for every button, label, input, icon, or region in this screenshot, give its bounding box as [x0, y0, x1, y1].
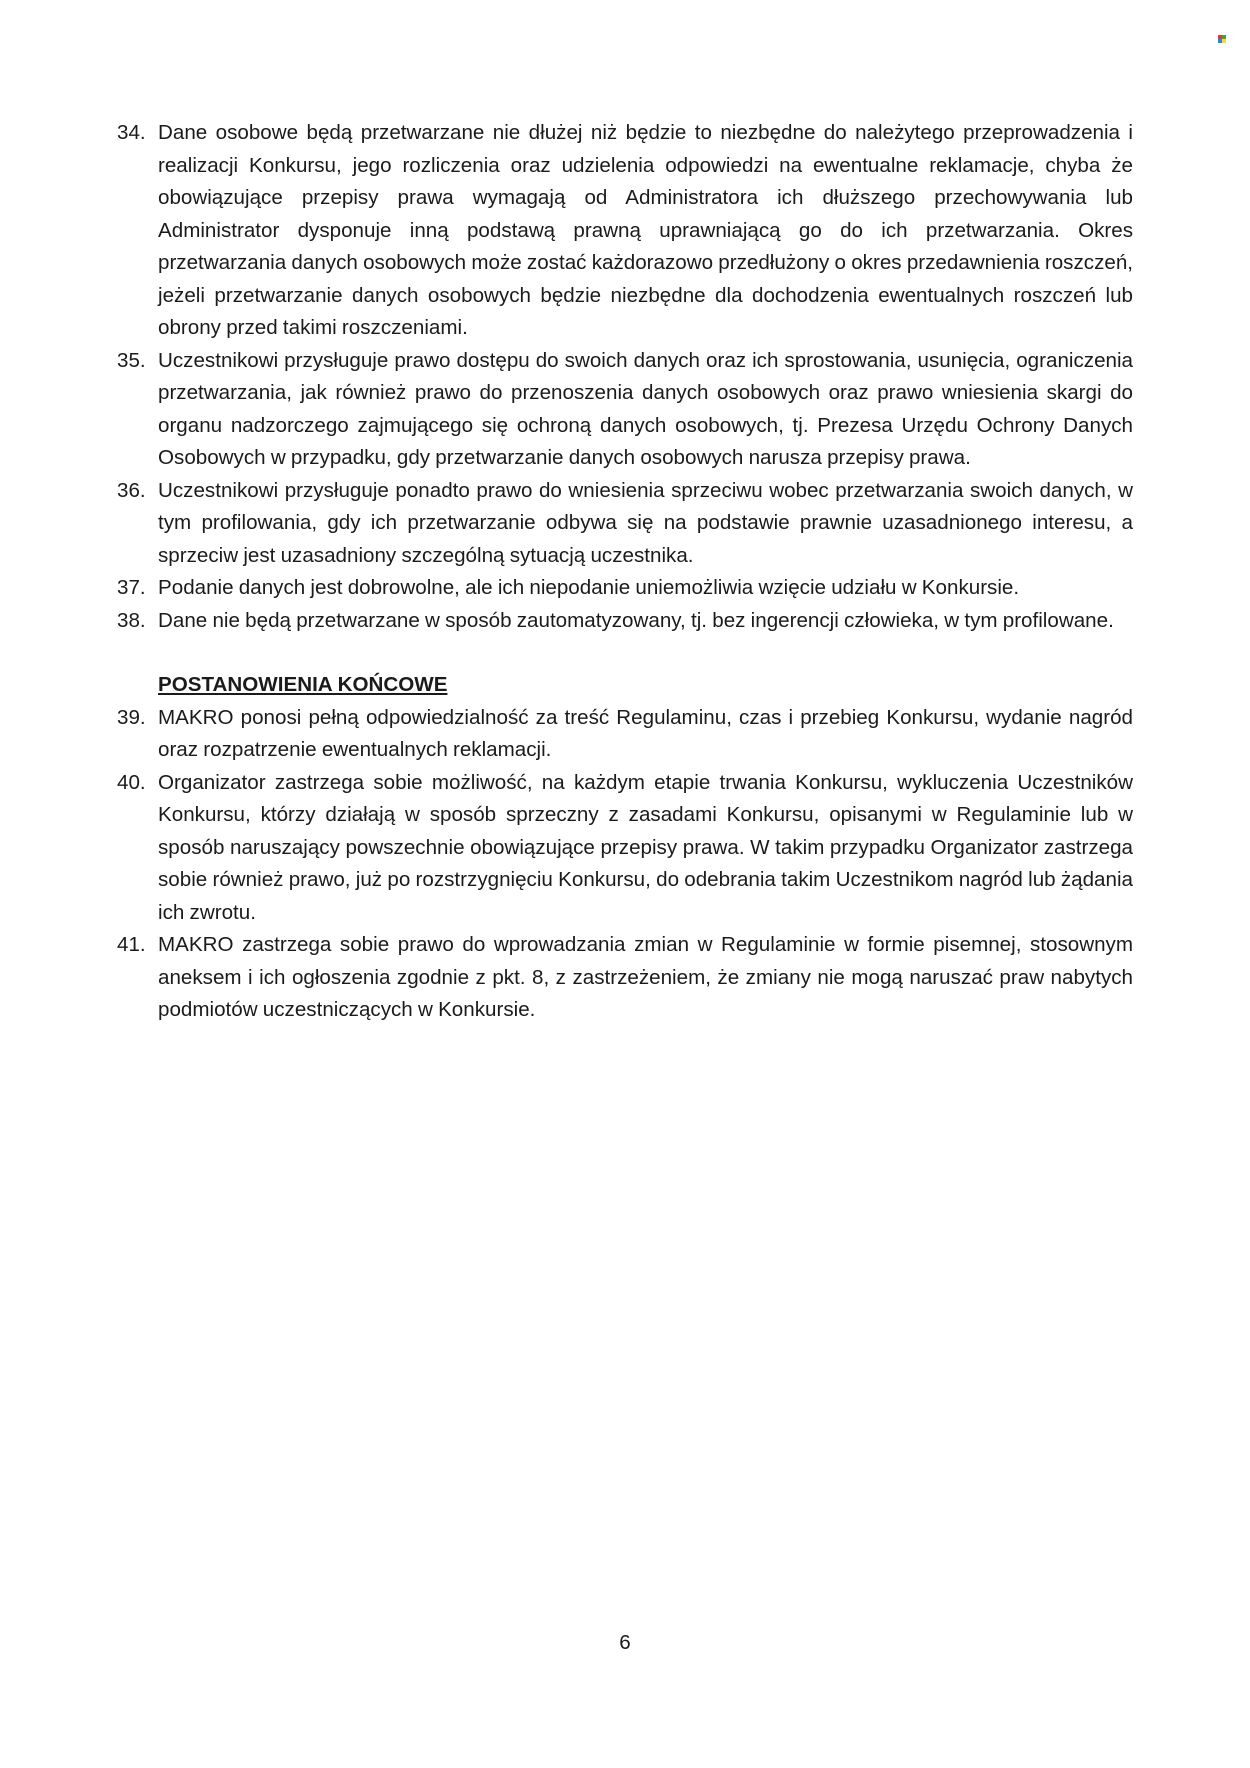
item-text: Dane osobowe będą przetwarzane nie dłużej niż będzie to niezbędne do należytego przeprowadzenia i realizacji Konkursu, jego rozliczenia oraz udzielenia odpowiedzi na ewentualne reklamacje, chyba że obowiązujące przepisy prawa wymagają od Administratora ich dłuższego przechowywania lub Administrator dysponuje inną podstawą prawną uprawniającą go do ich przetwarzania. Okres przetwarzania danych osobowych może zostać każdorazowo przedłużony o okres przedawnienia roszczeń, jeżeli przetwarzanie danych osobowych będzie niezbędne dla dochodzenia ewentualnych roszczeń lub obrony przed takimi roszczeniami.: [158, 121, 1133, 339]
item-number: 36.: [117, 478, 146, 502]
corner-color-mark: [1218, 35, 1226, 43]
document-body: [117, 117, 1133, 1027]
item-number: 40.: [117, 770, 146, 794]
section-heading: POSTANOWIENIA KOŃCOWE: [158, 673, 448, 696]
list-item-38: [117, 605, 1133, 638]
item-text: Uczestnikowi przysługuje ponadto prawo do wniesienia sprzeciwu wobec przetwarzania swoich danych, w tym profilowania, gdy ich przetwarzanie odbywa się na podstawie prawnie uzasadnionego interesu, a sprzeciw jest uzasadniony szczególną sytuacją uczestnika.: [158, 478, 1133, 567]
corner-mark-square-4: [1222, 39, 1226, 43]
item-number: 41.: [117, 933, 146, 956]
item-text: MAKRO ponosi pełną odpowiedzialność za treść Regulaminu, czas i przebieg Konkursu, wydanie nagród oraz rozpatrzenie ewentualnych reklamacji.: [158, 705, 1133, 761]
item-text: Podanie danych jest dobrowolne, ale ich niepodanie uniemożliwia wzięcie udziału w Konkursie.: [158, 576, 1020, 599]
item-number: 34.: [117, 121, 146, 144]
list-item-39: [117, 702, 1133, 767]
item-number: 39.: [117, 705, 146, 729]
page-number: 6: [619, 1631, 631, 1654]
item-text: Dane nie będą przetwarzane w sposób zautomatyzowany, tj. bez ingerencji człowieka, w tym profilowane.: [158, 608, 1114, 632]
list-item-40: [117, 767, 1133, 930]
list-item-35: [117, 345, 1133, 475]
item-text: MAKRO zastrzega sobie prawo do wprowadzania zmian w Regulaminie w formie pisemnej, stosownym aneksem i ich ogłoszenia zgodnie z pkt. 8, z zastrzeżeniem, że zmiany nie mogą naruszać praw nabytych podmiotów uczestniczących w Konkursie.: [158, 933, 1133, 1021]
item-text: Organizator zastrzega sobie możliwość, na każdym etapie trwania Konkursu, wykluczenia Uczestników Konkursu, którzy działają w sposób sprzeczny z zasadami Konkursu, opisanymi w Regulaminie lub w sposób naruszający powszechnie obowiązujące przepisy prawa. W takim przypadku Organizator zastrzega sobie również prawo, już po rozstrzygnięciu Konkursu, do odebrania takim Uczestnikom nagród lub żądania ich zwrotu.: [158, 770, 1133, 924]
list-item-36: [117, 475, 1133, 573]
item-number: 37.: [117, 576, 146, 599]
list-item-34: [117, 117, 1133, 345]
item-text: Uczestnikowi przysługuje prawo dostępu do swoich danych oraz ich sprostowania, usunięcia, ograniczenia przetwarzania, jak również prawo do przenoszenia danych osobowych oraz prawo wniesienia skargi do organu nadzorczego zajmującego się ochroną danych osobowych, tj. Prezesa Urzędu Ochrony Danych Osobowych w przypadku, gdy przetwarzanie danych osobowych narusza przepisy prawa.: [158, 348, 1133, 469]
item-number: 35.: [117, 348, 146, 372]
list-item-41: [117, 929, 1133, 1027]
list-item-37: [117, 572, 1133, 605]
item-number: 38.: [117, 608, 146, 632]
